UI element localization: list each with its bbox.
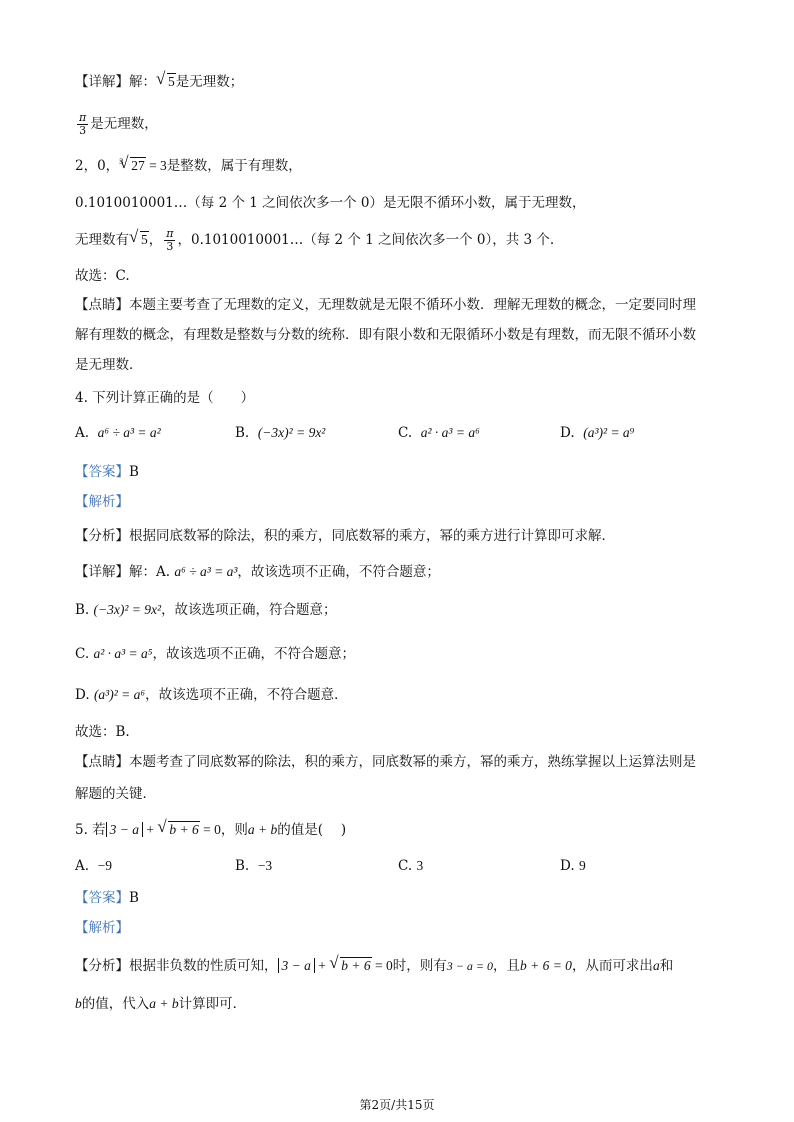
equation: = 3 — [145, 158, 167, 173]
text: 的值是( ) — [277, 822, 347, 838]
text: 和 — [659, 958, 674, 974]
page-footer: 第2页/共15页 — [359, 1098, 435, 1112]
variable: a — [652, 958, 660, 973]
absolute-value-expression: 3 − a — [278, 958, 315, 973]
q3-detail-line-3 — [75, 156, 302, 176]
q4-detail-b — [75, 600, 337, 620]
sqrt-expression — [156, 72, 176, 92]
math-expression: (a³)² = a⁶ — [93, 687, 146, 702]
text: ，则 — [220, 822, 248, 838]
q3-detail-line-4 — [75, 193, 586, 213]
q4-detail-a — [75, 562, 440, 582]
text: 无理数有 — [75, 232, 129, 248]
analysis-tag: 【解析】 — [75, 494, 129, 510]
text: 根据非负数的性质可知， — [129, 958, 278, 974]
text: C. — [75, 646, 94, 662]
sqrt-expression — [129, 230, 149, 250]
option-value: 3 — [416, 858, 424, 873]
analysis-tag: 【解析】 — [75, 920, 129, 936]
option-value: 9 — [578, 858, 586, 873]
option-expression: (a³)² = a⁹ — [583, 425, 635, 440]
text: ，故该选项不正确，不符合题意． — [145, 687, 348, 703]
q4-option-d — [560, 425, 634, 441]
text: 是整数，属于有理数， — [166, 158, 302, 174]
q4-stem — [75, 388, 254, 408]
q4-option-b — [235, 425, 325, 441]
fenxi-tag: 【分析】 — [75, 958, 129, 974]
text: 解：A. — [129, 564, 175, 580]
radicand: b + 6 — [341, 958, 371, 973]
text: 5. 若 — [75, 822, 106, 838]
answer-value: B — [129, 890, 139, 906]
option-label: B. — [235, 425, 250, 441]
equation: = 0 — [371, 958, 393, 973]
math-expression: a² · a³ = a⁵ — [93, 646, 153, 661]
q4-fenxi — [75, 526, 615, 546]
option-expression: a² · a³ = a⁶ — [420, 425, 480, 440]
q3-comment-line-3 — [75, 355, 143, 375]
operator: + — [314, 958, 330, 973]
text: 解有理数的概念，有理数是整数与分数的统称．即有限小数和无限循环小数是有理数，而无限不循环小数 — [75, 327, 696, 343]
option-label: A. — [75, 858, 90, 874]
variable: b — [75, 996, 82, 1011]
equation: = 0 — [199, 822, 221, 837]
text: ，故该选项不正确，不符合题意； — [152, 646, 355, 662]
text: 解： — [129, 74, 156, 90]
q4-analysis-tag — [75, 492, 129, 512]
option-expression: (−3x)² = 9x² — [257, 425, 326, 440]
q5-analysis-tag — [75, 918, 129, 938]
fraction — [77, 112, 88, 137]
text: 计算即可． — [178, 996, 247, 1012]
q5-fenxi-line-2 — [75, 994, 246, 1014]
option-value: −3 — [257, 858, 273, 873]
option-label: B. — [235, 858, 250, 874]
radicand: 5 — [168, 74, 175, 89]
math-expression: b + 6 = 0 — [519, 958, 572, 973]
q5-option-c — [398, 858, 423, 874]
radicand: b + 6 — [169, 822, 199, 837]
radicand: 27 — [131, 158, 145, 173]
comment-tag: 【点睛】 — [75, 754, 129, 770]
fraction — [164, 228, 175, 253]
comment-tag: 【点睛】 — [75, 297, 129, 313]
fraction-numerator: π — [166, 227, 174, 240]
option-expression: a⁶ ÷ a³ = a² — [97, 425, 161, 440]
sqrt-expression — [329, 956, 371, 976]
q4-option-c — [398, 425, 480, 441]
text: ， — [148, 232, 163, 248]
q4-detail-c — [75, 644, 355, 664]
text: 0.1010010001…（每 2 个 1 之间依次多一个 0）是无限不循环小数，属于无理数， — [75, 195, 586, 211]
cube-root-expression — [119, 156, 146, 176]
q3-comment-line-1 — [75, 295, 696, 315]
option-label: D. — [560, 425, 575, 441]
fraction-denominator: 3 — [79, 124, 87, 137]
q4-conclusion — [75, 722, 130, 742]
option-value: −9 — [97, 858, 113, 873]
sqrt-expression — [157, 820, 199, 840]
q5-stem — [75, 820, 346, 840]
answer-tag: 【答案】 — [75, 890, 129, 906]
text: ，故该选项正确，符合题意； — [161, 602, 337, 618]
answer-value: B — [129, 464, 139, 480]
text: ，从而可求出 — [571, 958, 653, 974]
fraction-denominator: 3 — [166, 240, 174, 253]
q4-comment-line-2 — [75, 784, 156, 804]
q4-option-a — [75, 425, 161, 441]
text: 是无理数， — [90, 116, 158, 132]
option-label: D. — [560, 858, 575, 874]
math-expression: a + b — [247, 822, 278, 837]
text: B. — [75, 602, 94, 618]
text: 是无理数． — [75, 357, 143, 373]
question-stem: 4. 下列计算正确的是（ ） — [75, 390, 255, 406]
q4-detail-d — [75, 685, 348, 705]
text: 故选：C. — [75, 268, 130, 284]
fraction-numerator: π — [79, 111, 87, 124]
q5-answer — [75, 888, 139, 908]
q3-detail-line-1 — [75, 72, 243, 92]
option-label: A. — [75, 425, 90, 441]
q3-detail-line-2 — [75, 112, 158, 137]
text: 时，则有 — [392, 958, 447, 974]
absolute-value-expression: 3 − a — [106, 822, 143, 837]
q3-detail-line-5 — [75, 228, 554, 253]
operator: + — [143, 822, 158, 837]
q3-conclusion — [75, 266, 130, 286]
math-expression: (−3x)² = 9x² — [93, 602, 162, 617]
q5-option-b — [235, 858, 272, 874]
radicand: 5 — [141, 232, 148, 247]
root-index: √ 3 — [119, 157, 124, 166]
math-expression: a⁶ ÷ a³ = a³ — [174, 564, 238, 579]
math-expression: a + b — [149, 996, 179, 1011]
q5-option-a — [75, 858, 112, 874]
text: D. — [75, 687, 94, 703]
q3-comment-line-2 — [75, 325, 696, 345]
answer-tag: 【答案】 — [75, 464, 129, 480]
math-expression: 3 − a = 0 — [446, 959, 493, 973]
text: ，故该选项不正确，不符合题意； — [237, 564, 440, 580]
q4-comment-line-1 — [75, 752, 696, 772]
text: 解题的关键． — [75, 786, 156, 802]
text: 本题考查了同底数幂的除法，积的乘方，同底数幂的乘方，幂的乘方，熟练掌握以上运算法则是 — [129, 754, 696, 770]
q5-fenxi-line-1 — [75, 956, 673, 976]
fenxi-tag: 【分析】 — [75, 528, 129, 544]
text: 的值，代入 — [81, 996, 150, 1012]
text: 是无理数； — [175, 74, 244, 90]
text: 根据同底数幂的除法，积的乘方，同底数幂的乘方，幂的乘方进行计算即可求解． — [129, 528, 615, 544]
text: ，0.1010010001…（每 2 个 1 之间依次多一个 0），共 3 个. — [177, 232, 555, 248]
option-label: C. — [398, 425, 413, 441]
text: 本题主要考查了无理数的定义，无理数就是无限不循环小数．理解无理数的概念，一定要同时理 — [129, 297, 696, 313]
detail-tag: 【详解】 — [75, 74, 129, 90]
text: 故选：B. — [75, 724, 130, 740]
q4-answer — [75, 462, 139, 482]
q5-option-d — [560, 858, 586, 874]
text: ，且 — [492, 958, 520, 974]
text: 2，0， — [75, 158, 120, 174]
option-label: C. — [398, 858, 413, 874]
detail-tag: 【详解】 — [75, 564, 129, 580]
